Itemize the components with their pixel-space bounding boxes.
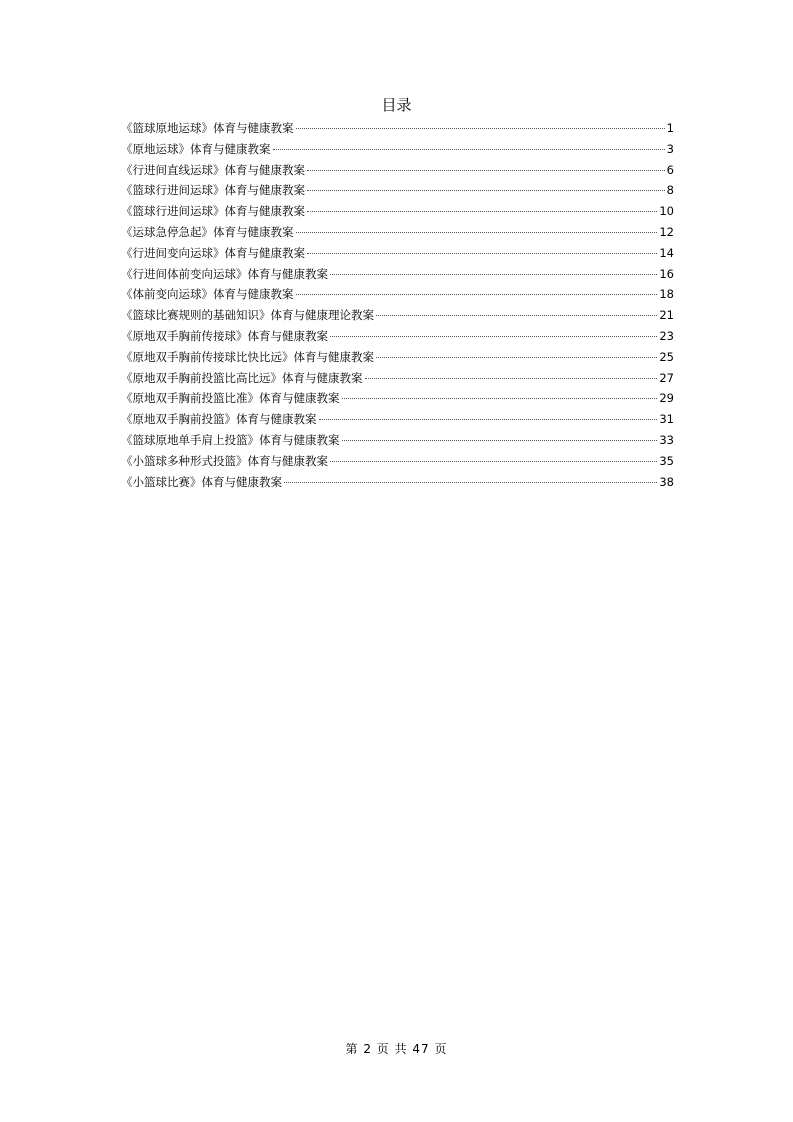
toc-entry-page: 14	[659, 245, 674, 260]
toc-entry[interactable]	[121, 243, 674, 264]
toc-entry[interactable]	[121, 118, 674, 139]
toc-entry-page: 23	[659, 328, 674, 343]
toc-entry[interactable]	[121, 472, 674, 493]
toc-entry-title: 《篮球行进间运球》体育与健康教案	[121, 204, 305, 219]
toc-entry-page: 33	[659, 432, 674, 447]
toc-entry-title: 《小篮球多种形式投篮》体育与健康教案	[121, 453, 328, 468]
toc-title: 目录	[381, 96, 412, 114]
toc-entry-title: 《原地双手胸前传接球》体育与健康教案	[121, 328, 328, 343]
toc-entry-page: 38	[659, 474, 674, 489]
dot-leader	[307, 253, 657, 254]
dot-leader	[319, 419, 658, 420]
toc-entry-title: 《体前变向运球》体育与健康教案	[121, 287, 294, 302]
toc-entry-page: 3	[666, 141, 674, 156]
toc-entry-title: 《行进间体前变向运球》体育与健康教案	[121, 266, 328, 281]
toc-entry-title: 《小篮球比赛》体育与健康教案	[121, 474, 282, 489]
dot-leader	[342, 398, 658, 399]
toc-entry-page: 35	[659, 453, 674, 468]
toc-entry-page: 25	[659, 349, 674, 364]
dot-leader	[307, 190, 665, 191]
dot-leader	[365, 378, 658, 379]
dot-leader	[296, 294, 658, 295]
toc-entry-title: 《篮球比赛规则的基础知识》体育与健康理论教案	[121, 308, 374, 323]
dot-leader	[307, 211, 657, 212]
toc-entry-title: 《篮球原地运球》体育与健康教案	[121, 121, 294, 135]
toc-entry-page: 1	[666, 121, 674, 135]
toc-entry[interactable]	[121, 409, 674, 430]
dot-leader	[284, 482, 657, 483]
toc-entry-title: 《行进间直线运球》体育与健康教案	[121, 162, 305, 177]
toc-entry-title: 《原地双手胸前投篮比高比远》体育与健康教案	[121, 370, 363, 385]
toc-entry-page: 21	[659, 308, 674, 323]
toc-entry[interactable]	[121, 139, 674, 160]
page-footer: 第 2 页 共 47 页	[345, 1042, 448, 1056]
toc-entry-title: 《运球急停急起》体育与健康教案	[121, 224, 294, 239]
dot-leader	[342, 440, 658, 441]
toc-entry-title: 《原地运球》体育与健康教案	[121, 141, 271, 156]
dot-leader	[330, 274, 657, 275]
toc-entry-page: 6	[666, 162, 674, 177]
toc-entry-page: 27	[659, 370, 674, 385]
toc-entry[interactable]	[121, 222, 674, 243]
toc-entry[interactable]	[121, 264, 674, 285]
toc-entry-title: 《行进间变向运球》体育与健康教案	[121, 245, 305, 260]
toc-entry[interactable]	[121, 388, 674, 409]
toc-entry[interactable]	[121, 347, 674, 368]
table-of-contents	[121, 118, 674, 492]
toc-entry-page: 29	[659, 391, 674, 406]
toc-entry-page: 16	[659, 266, 674, 281]
toc-entry-title: 《原地双手胸前投篮》体育与健康教案	[121, 412, 317, 427]
toc-entry[interactable]	[121, 180, 674, 201]
toc-entry-page: 18	[659, 287, 674, 302]
toc-entry-title: 《篮球行进间运球》体育与健康教案	[121, 183, 305, 198]
toc-entry[interactable]	[121, 368, 674, 389]
dot-leader	[330, 336, 657, 337]
toc-entry[interactable]	[121, 201, 674, 222]
dot-leader	[330, 461, 657, 462]
dot-leader	[296, 232, 658, 233]
toc-entry[interactable]	[121, 284, 674, 305]
dot-leader	[376, 315, 657, 316]
dot-leader	[307, 170, 665, 171]
toc-entry-page: 10	[659, 204, 674, 219]
toc-entry-page: 12	[659, 224, 674, 239]
toc-entry[interactable]	[121, 326, 674, 347]
toc-entry-title: 《篮球原地单手肩上投篮》体育与健康教案	[121, 432, 340, 447]
toc-entry[interactable]	[121, 451, 674, 472]
toc-entry-page: 8	[666, 183, 674, 198]
dot-leader	[296, 128, 665, 129]
dot-leader	[376, 357, 657, 358]
toc-entry[interactable]	[121, 430, 674, 451]
toc-entry[interactable]	[121, 160, 674, 181]
toc-entry[interactable]	[121, 305, 674, 326]
toc-entry-title: 《原地双手胸前投篮比准》体育与健康教案	[121, 391, 340, 406]
toc-entry-title: 《原地双手胸前传接球比快比远》体育与健康教案	[121, 349, 374, 364]
toc-entry-page: 31	[659, 412, 674, 427]
dot-leader	[273, 149, 665, 150]
